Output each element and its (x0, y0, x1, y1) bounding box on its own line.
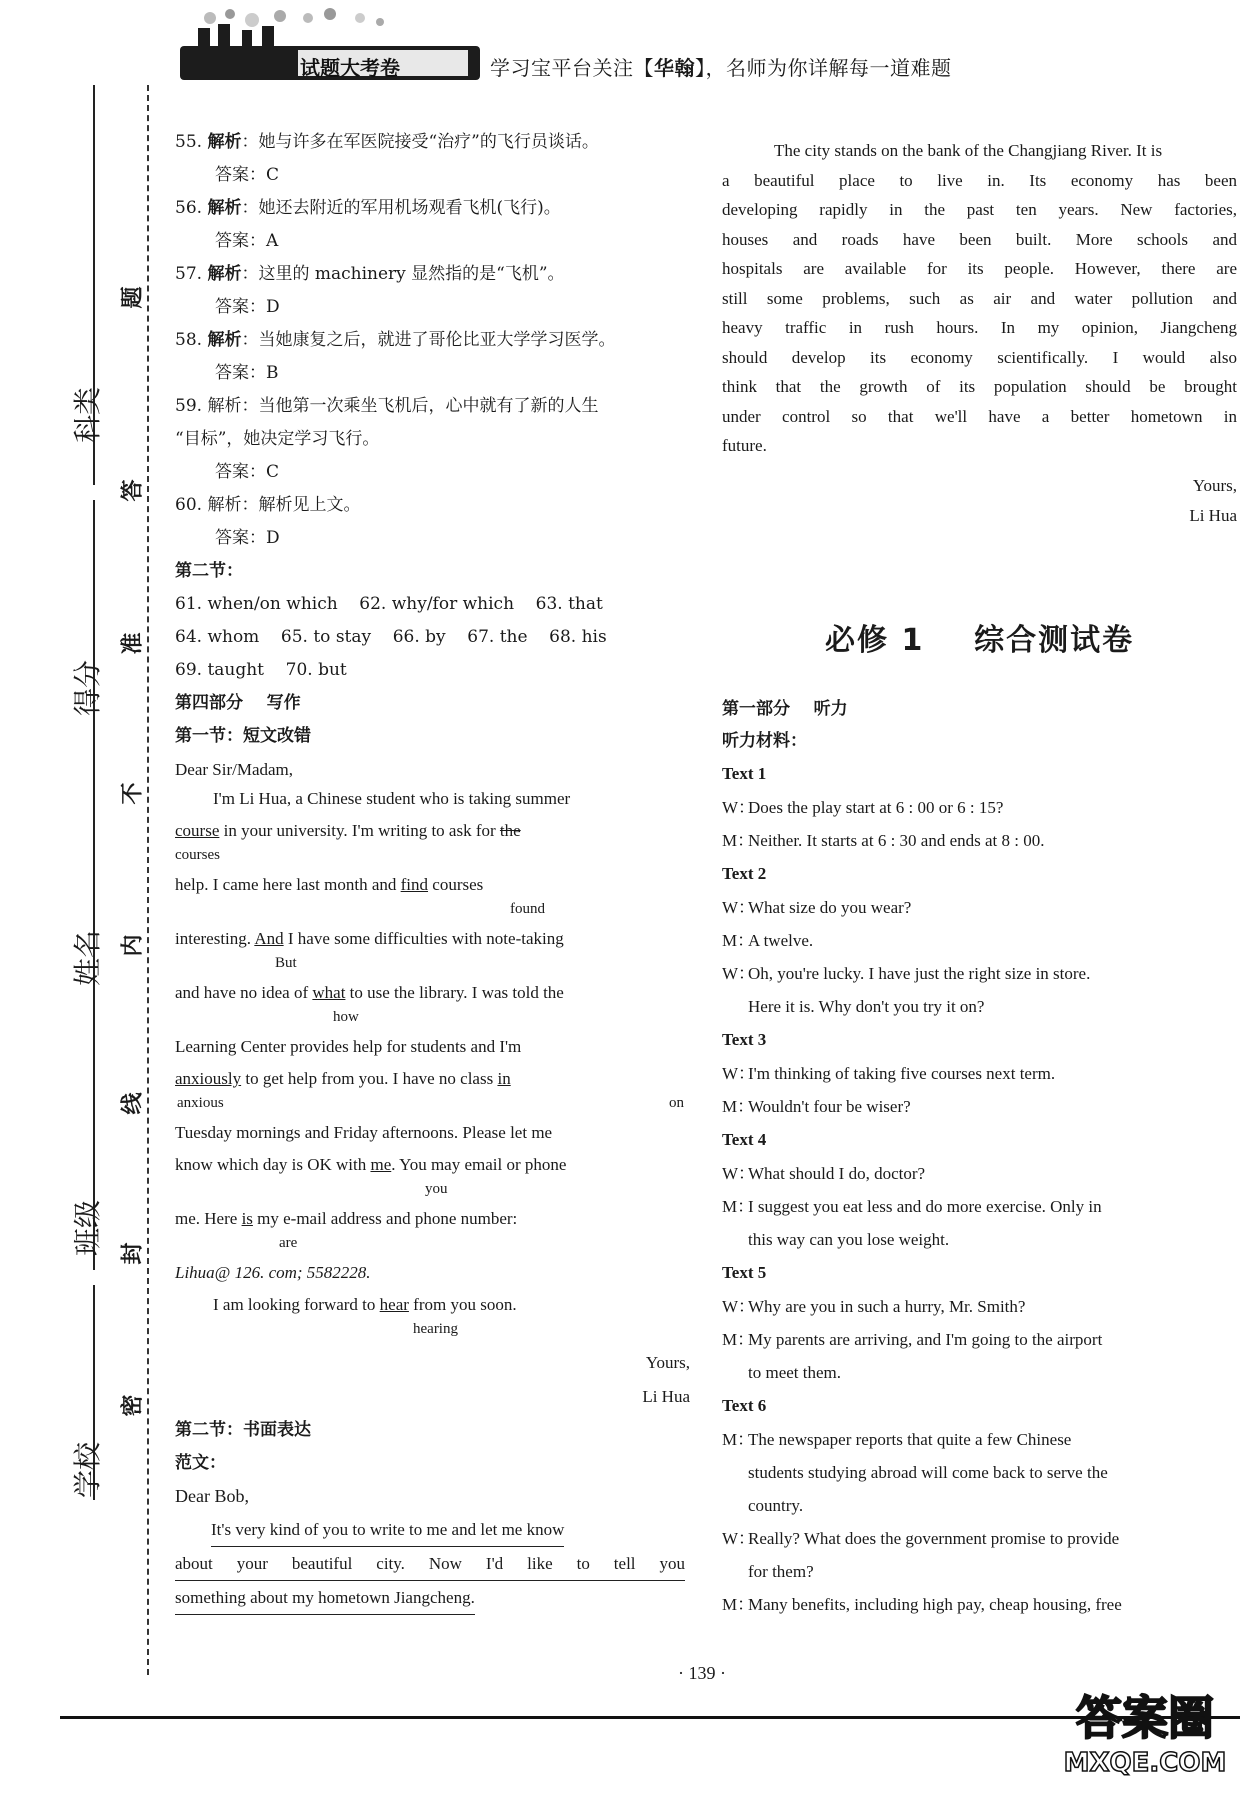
seal-char: 封 (120, 1242, 146, 1265)
dialogue-text: What should I do, doctor? (748, 1164, 926, 1183)
dialogue-text: I suggest you eat less and do more exercise. Only in (748, 1197, 1102, 1216)
seal-char: 题 (120, 286, 146, 309)
dialogue-line (722, 957, 1237, 990)
dialogue-text: this way can you lose weight. (748, 1230, 950, 1249)
speaker-label: M： (722, 831, 755, 850)
correction-mark: But (275, 955, 297, 971)
essay-line: houses and roads have been built. More schools and (722, 229, 1237, 249)
seal-char: 密 (120, 1394, 146, 1417)
seal-char: 内 (120, 934, 146, 957)
text-heading: Text 2 (722, 864, 767, 883)
essay-signature: Li Hua (1189, 505, 1237, 525)
correction-mark: you (425, 1181, 448, 1197)
correction-mark: anxious (177, 1095, 224, 1111)
answer-item: 57. 解析：这里的 machinery 显然指的是“飞机”。 (175, 264, 565, 284)
essay-closing: Yours, (1192, 475, 1237, 495)
speaker-label: M： (722, 1097, 755, 1116)
dialogue-line (722, 1555, 1237, 1588)
letter-row: Tuesday mornings and Friday afternoons. Please let me (175, 1123, 553, 1142)
section-title: 必修 1 综合测试卷 (825, 623, 1135, 658)
dialogue-text: Oh, you're lucky. I have just the right size in store. (748, 964, 1091, 983)
dialogue-text: What size do you wear? (748, 898, 912, 917)
dialogue-text: Wouldn't four be wiser? (748, 1097, 911, 1116)
header-banner-text: 试题大考卷 (300, 56, 400, 80)
dialogue-text: I'm thinking of taking five courses next term. (748, 1064, 1056, 1083)
dialogue-text: students studying abroad will come back to serve the (748, 1463, 1108, 1482)
letter-row: know which day is OK with me. You may email or phone you (175, 1152, 690, 1206)
essay-line: future. (722, 436, 767, 455)
section-heading: 第二节： (175, 561, 243, 581)
dialogue-text: Really? What does the government promise to provide (748, 1529, 1120, 1548)
dialogue-line (722, 1057, 1237, 1090)
brand-name: 华翰 (654, 56, 695, 80)
answer-key: 答案：C (215, 462, 280, 482)
part-heading: 第四部分 写作 (175, 693, 301, 713)
letter-row: Learning Center provides help for students and I'm (175, 1037, 522, 1056)
letter-closing: Yours, (645, 1353, 690, 1372)
binding-line-name (93, 760, 95, 1030)
dialogue-text: country. (748, 1496, 804, 1515)
essay-line: a beautiful place to live in. Its economy has been (722, 170, 1237, 190)
correction-mark: found (510, 901, 545, 917)
letter-row: me. Here is my e-mail address and phone number: are (175, 1206, 690, 1260)
essay-line: heavy traffic in rush hours. In my opinion, Jiangcheng (722, 318, 1237, 337)
dialogue-line (722, 1157, 1237, 1190)
dialogue-line (722, 824, 1237, 857)
letter-greeting: Dear Sir/Madam, (175, 760, 294, 779)
label-score: 得分 (71, 659, 105, 717)
dialogue-line (722, 1290, 1237, 1323)
speaker-label: W： (722, 898, 756, 917)
dialogue-line (722, 891, 1237, 924)
text-heading: Text 6 (722, 1396, 767, 1415)
answer-item: 55. 解析：她与许多在军医院接受“治疗”的飞行员谈话。 (175, 132, 599, 152)
speaker-label: M： (722, 1330, 755, 1349)
speaker-label: W： (722, 1164, 756, 1183)
seal-char: 不 (120, 782, 146, 805)
sample-sentence: about your beautiful city. Now I'd like to tell you (175, 1547, 685, 1581)
dialogue-line (722, 1423, 1237, 1456)
answer-item: 59. 解析：当他第一次乘坐飞机后，心中就有了新的人生 (175, 396, 599, 416)
dialogue-line (722, 1456, 1237, 1489)
text-heading: Text 4 (722, 1130, 767, 1149)
seal-cut-line (147, 85, 151, 1675)
answer-item-cont: “目标”，她决定学习飞行。 (175, 429, 380, 449)
page-number: · 139 · (678, 1663, 726, 1683)
essay-line: developing rapidly in the past ten years. New factories, (722, 200, 1237, 219)
answer-key: 答案：D (215, 297, 280, 317)
answer-key: 答案：D (215, 528, 280, 548)
correction-letter (175, 786, 690, 1414)
dialogue-text: The newspaper reports that quite a few Chinese (748, 1430, 1072, 1449)
answer-key: 答案：C (215, 165, 280, 185)
speaker-label: M： (722, 1595, 755, 1614)
materials-heading: 听力材料： (722, 731, 807, 751)
letter-row: interesting. And I have some difficulties with note-taking But (175, 926, 690, 980)
seal-char: 答 (120, 479, 146, 502)
essay-line: hospitals are available for its people. However, there are (722, 259, 1237, 278)
section-heading: 第二节：书面表达 (175, 1420, 311, 1440)
correction-mark: are (279, 1235, 298, 1251)
correction-mark: hearing (413, 1321, 458, 1337)
dialogue-line (722, 1090, 1237, 1123)
letter-row: I'm Li Hua, a Chinese student who is taking summer (213, 789, 571, 808)
dialogue-text: My parents are arriving, and I'm going to the airport (748, 1330, 1103, 1349)
speaker-label: W： (722, 798, 756, 817)
speaker-label: W： (722, 1064, 756, 1083)
dialogue-text: A twelve. (748, 931, 814, 950)
text-heading: Text 3 (722, 1030, 767, 1049)
sample-label: 范文： (175, 1453, 226, 1473)
dialogue-line (722, 1223, 1237, 1256)
dialogue-text: for them? (748, 1562, 814, 1581)
listening-section (722, 693, 1237, 1621)
sample-sentence: something about my hometown Jiangcheng. (175, 1581, 475, 1615)
speaker-label: M： (722, 1197, 755, 1216)
dialogue-text: Here it is. Why don't you try it on? (748, 997, 985, 1016)
dialogue-line (722, 924, 1237, 957)
left-column (175, 126, 690, 1615)
watermark-logo: 答案圈 MXQE.COM (1063, 1691, 1227, 1778)
correction-mark: how (333, 1009, 359, 1025)
seal-char: 准 (120, 632, 146, 655)
text-heading: Text 1 (722, 764, 767, 783)
right-column (722, 136, 1237, 529)
dialogue-line (722, 1323, 1237, 1356)
label-school: 学校 (71, 1441, 105, 1499)
dialogue-line (722, 1190, 1237, 1223)
dialogue-line (722, 990, 1237, 1023)
letter-row: I am looking forward to hear from you soon. hearing (175, 1292, 690, 1346)
fill-answers: 69. taught 70. but (175, 660, 347, 680)
header-slogan: 学习宝平台关注【华翰】，名师为你详解每一道难题 (490, 56, 952, 80)
answer-item: 56. 解析：她还去附近的军用机场观看飞机(飞行)。 (175, 198, 561, 218)
fill-answers: 64. whom 65. to stay 66. by 67. the 68. his (175, 627, 607, 647)
essay-line: still some problems, such as air and water pollution and (722, 288, 1237, 308)
answer-item: 60. 解析：解析见上文。 (175, 495, 361, 515)
sample-greeting: Dear Bob, (175, 1486, 249, 1506)
speaker-label: M： (722, 1430, 755, 1449)
letter-row: and have no idea of what to use the library. I was told the how (175, 980, 690, 1034)
dialogue-line (722, 1588, 1237, 1621)
sample-sentence: It's very kind of you to write to me and let me know (211, 1513, 564, 1547)
dialogue-text: to meet them. (748, 1363, 842, 1382)
dialogue-line (722, 791, 1237, 824)
seal-char: 线 (120, 1092, 146, 1115)
dialogue-line (722, 1356, 1237, 1389)
correction-mark: on (669, 1095, 684, 1111)
dialogue-text: Why are you in such a hurry, Mr. Smith? (748, 1297, 1026, 1316)
fill-answers: 61. when/on which 62. why/for which 63. that (175, 594, 603, 614)
part-heading: 第一部分 听力 (722, 699, 848, 719)
text-heading: Text 5 (722, 1263, 767, 1282)
speaker-label: W： (722, 1529, 756, 1548)
letter-row: course in your university. I'm writing to ask for the courses (175, 818, 690, 872)
dialogue-text: Many benefits, including high pay, cheap housing, free (748, 1595, 1122, 1614)
essay-line: think that the growth of its population should be brought (722, 377, 1237, 396)
answer-key: 答案：B (215, 363, 279, 383)
letter-row: help. I came here last month and find courses found (175, 872, 690, 926)
sample-essay-body (722, 136, 1237, 461)
section-heading: 第一节：短文改错 (175, 726, 311, 746)
essay-line: The city stands on the bank of the Changjiang River. It is (774, 141, 1163, 160)
speaker-label: W： (722, 1297, 756, 1316)
essay-line: under control so that we'll have a better hometown in (722, 406, 1237, 426)
label-name: 姓名 (71, 929, 105, 987)
dialogue-list (722, 757, 1237, 1621)
essay-line: should develop its economy scientifically. I would also (722, 347, 1237, 367)
letter-row: anxiously to get help from you. I have no class in anxious on (175, 1066, 690, 1120)
binding-line-score (93, 500, 95, 770)
answer-key: 答案：A (215, 231, 279, 251)
speaker-label: M： (722, 931, 755, 950)
dialogue-line (722, 1489, 1237, 1522)
label-subject: 科类 (71, 386, 105, 444)
dialogue-text: Neither. It starts at 6 : 30 and ends at 8 : 00. (748, 831, 1045, 850)
letter-signature: Li Hua (642, 1387, 690, 1406)
dialogue-line (722, 1522, 1237, 1555)
answer-item: 58. 解析：当她康复之后，就进了哥伦比亚大学学习医学。 (175, 330, 616, 350)
correction-mark: courses (175, 847, 220, 863)
speaker-label: W： (722, 964, 756, 983)
dialogue-text: Does the play start at 6 : 00 or 6 : 15? (748, 798, 1004, 817)
label-class: 班级 (71, 1199, 105, 1257)
letter-row: Lihua@ 126. com; 5582228. (175, 1263, 371, 1282)
